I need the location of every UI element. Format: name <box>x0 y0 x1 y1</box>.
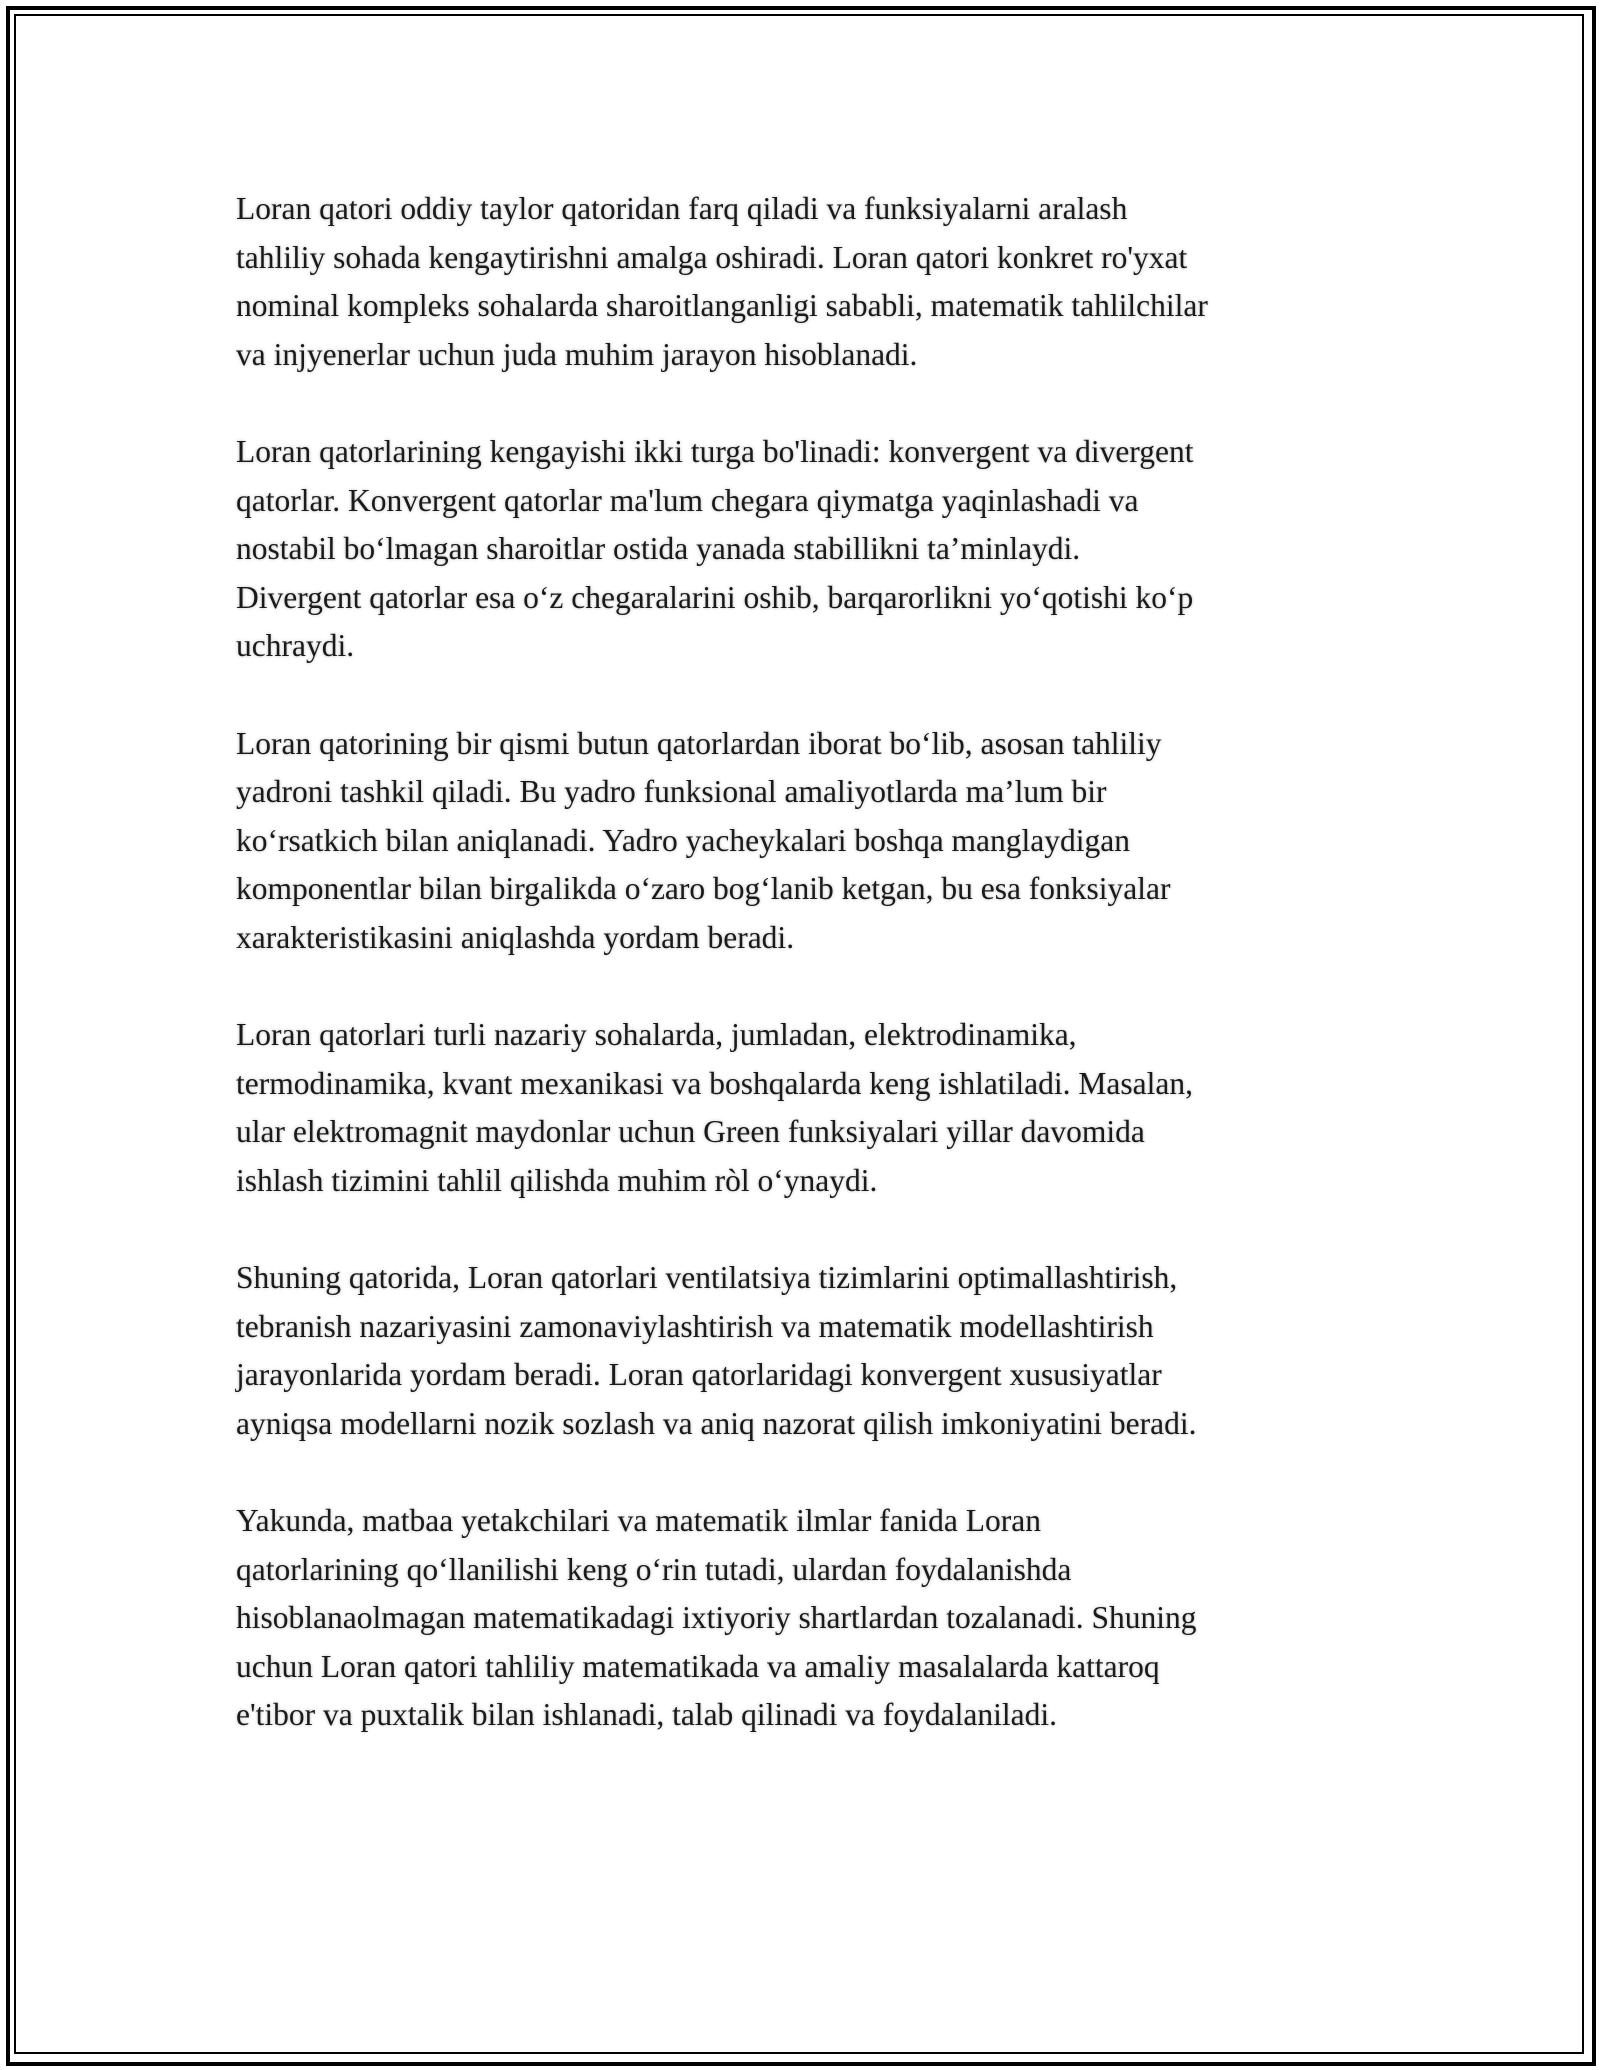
text-line: Shuning qatorida, Loran qatorlari ventilatsiya tizimlarini optimallashtirish, <box>236 1260 1178 1295</box>
text-line: Loran qatorlarining kengayishi ikki turga bo'linadi: konvergent va divergent <box>236 434 1194 469</box>
document-body <box>236 185 1376 1789</box>
text-line: Loran qatori oddiy taylor qatoridan farq qiladi va funksiyalarni aralash <box>236 191 1128 226</box>
text-line: uchraydi. <box>236 628 355 663</box>
text-line: Loran qatorlari turli nazariy sohalarda, jumladan, elektrodinamika, <box>236 1017 1077 1052</box>
paragraph-4 <box>236 1011 1376 1205</box>
text-line: Divergent qatorlar esa o‘z chegaralarini oshib, barqarorlikni yo‘qotishi ko‘p <box>236 579 1194 615</box>
text-line: tahliliy sohada kengaytirishni amalga oshiradi. Loran qatori konkret ro'yxat <box>236 239 1188 275</box>
text-line: ayniqsa modellarni nozik sozlash va aniq nazorat qilish imkoniyatini beradi. <box>236 1405 1197 1441</box>
text-line: qatorlarining qo‘llanilishi keng o‘rin tutadi, ulardan foydalanishda <box>236 1551 1072 1587</box>
text-line: Yakunda, matbaa yetakchilari va matematik ilmlar fanida Loran <box>236 1503 1042 1538</box>
paragraph-5 <box>236 1254 1376 1448</box>
text-line: komponentlar bilan birgalikda o‘zaro bog‘lanib ketgan, bu esa fonksiyalar <box>236 871 1171 906</box>
text-line: ular elektromagnit maydonlar uchun Green funksiyalari yillar davomida <box>236 1114 1145 1149</box>
text-line: hisoblanaolmagan matematikadagi ixtiyoriy shartlardan tozalanadi. Shuning <box>236 1600 1197 1635</box>
text-line: yadroni tashkil qiladi. Bu yadro funksional amaliyotlarda ma’lum bir <box>236 774 1107 809</box>
text-line: ishlash tizimini tahlil qilishda muhim ròl o‘ynaydi. <box>236 1162 878 1198</box>
text-line: jarayonlarida yordam beradi. Loran qatorlaridagi konvergent xususiyatlar <box>236 1357 1162 1392</box>
text-line: e'tibor va puxtalik bilan ishlanadi, talab qilinadi va foydalaniladi. <box>236 1697 1057 1732</box>
paragraph-6 <box>236 1497 1376 1740</box>
text-line: nominal kompleks sohalarda sharoitlanganligi sababli, matematik tahlilchilar <box>236 288 1208 323</box>
paragraph-2 <box>236 428 1376 671</box>
text-line: ko‘rsatkich bilan aniqlanadi. Yadro yacheykalari boshqa manglaydigan <box>236 822 1130 858</box>
paragraph-1 <box>236 185 1376 379</box>
text-line: xarakteristikasini aniqlashda yordam beradi. <box>236 919 795 955</box>
text-line: nostabil bo‘lmagan sharoitlar ostida yanada stabillikni ta’minlaydi. <box>236 531 1081 566</box>
text-line: tebranish nazariyasini zamonaviylashtirish va matematik modellashtirish <box>236 1308 1154 1344</box>
paragraph-3 <box>236 720 1376 963</box>
text-line: qatorlar. Konvergent qatorlar ma'lum chegara qiymatga yaqinlashadi va <box>236 482 1139 518</box>
text-line: termodinamika, kvant mexanikasi va boshqalarda keng ishlatiladi. Masalan, <box>236 1065 1193 1101</box>
text-line: va injyenerlar uchun juda muhim jarayon hisoblanadi. <box>236 336 918 372</box>
text-line: Loran qatorining bir qismi butun qatorlardan iborat bo‘lib, asosan tahliliy <box>236 725 1162 761</box>
text-line: uchun Loran qatori tahliliy matematikada va amaliy masalalarda kattaroq <box>236 1648 1160 1684</box>
